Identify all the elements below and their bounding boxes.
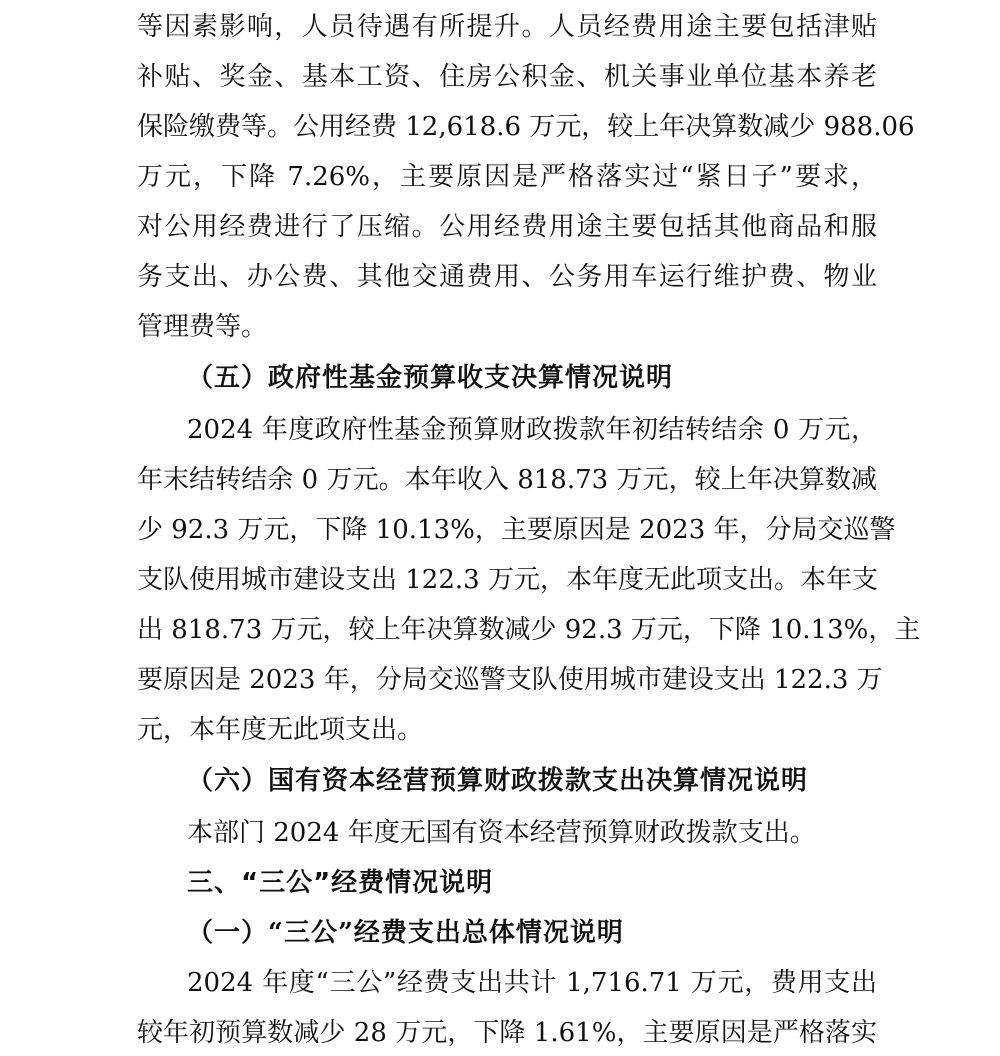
body-text-line: 补贴、奖金、基本工资、住房公积金、机关事业单位基本养老 — [137, 62, 877, 92]
body-text-line: 出 818.73 万元，较上年决算数减少 92.3 万元，下降 10.13%，主 — [137, 615, 921, 645]
body-text-line: 务支出、办公费、其他交通费用、公务用车运行维护费、物业 — [137, 262, 877, 292]
body-text-line: 2024 年度“三公”经费支出共计 1,716.71 万元，费用支出 — [187, 968, 877, 998]
body-text-line: 万元，下降 7.26%，主要原因是严格落实过“紧日子”要求， — [137, 162, 877, 192]
body-text-line: 2024 年度政府性基金预算财政拨款年初结转结余 0 万元， — [187, 415, 877, 445]
body-text-line: 对公用经费进行了压缩。公用经费用途主要包括其他商品和服 — [137, 212, 877, 242]
body-text-line: 管理费等。 — [137, 312, 268, 342]
body-text-line: 本部门 2024 年度无国有资本经营预算财政拨款支出。 — [187, 818, 816, 848]
body-text-line: 少 92.3 万元，下降 10.13%，主要原因是 2023 年，分局交巡警 — [137, 515, 896, 545]
body-text-line: 较年初预算数减少 28 万元，下降 1.61%，主要原因是严格落实 — [137, 1018, 877, 1048]
body-text-line: 等因素影响，人员待遇有所提升。人员经费用途主要包括津贴 — [137, 12, 877, 42]
section-heading: （五）政府性基金预算收支决算情况说明 — [187, 363, 674, 393]
section-heading: （一）“三公”经费支出总体情况说明 — [187, 918, 624, 948]
body-text-line: 年末结转结余 0 万元。本年收入 818.73 万元，较上年决算数减 — [137, 465, 877, 495]
body-text-line: 要原因是 2023 年，分局交巡警支队使用城市建设支出 122.3 万 — [137, 665, 883, 695]
body-text-line: 保险缴费等。公用经费 12,618.6 万元，较上年决算数减少 988.06 — [137, 112, 915, 142]
body-text-line: 支队使用城市建设支出 122.3 万元，本年度无此项支出。本年支 — [137, 565, 878, 595]
chapter-heading: 三、“三公”经费情况说明 — [187, 868, 494, 898]
body-text-line: 元，本年度无此项支出。 — [137, 715, 424, 745]
section-heading: （六）国有资本经营预算财政拨款支出决算情况说明 — [187, 766, 809, 796]
